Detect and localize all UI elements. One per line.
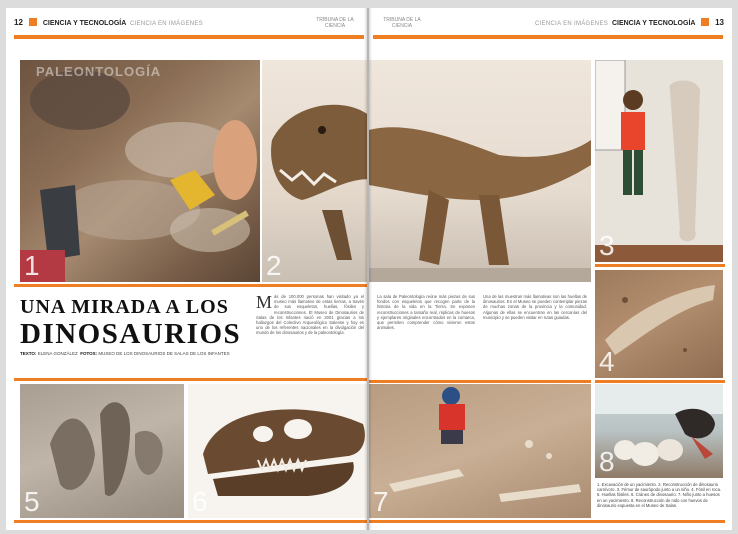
- left-header-bar: [14, 35, 364, 39]
- photo-number-1: 1: [24, 250, 40, 281]
- article-title-line2: DINOSAURIOS: [20, 318, 242, 350]
- right-mid-bar-small: [595, 264, 725, 267]
- photo-number-2: 2: [266, 250, 282, 281]
- left-lower-bar: [14, 378, 367, 381]
- article-column-2: [377, 294, 475, 374]
- photo-1-excavation: [20, 60, 260, 282]
- photo-5-footprints: [20, 384, 184, 518]
- right-subsection: CIENCIA EN IMÁGENES: [535, 21, 609, 27]
- photo-number-7: 7: [373, 486, 389, 517]
- dinosaur-head-illustration: [262, 60, 367, 282]
- photo-1-watermark: PALEONTOLOGÍA: [36, 64, 162, 79]
- credit-photo-label: FOTOS:: [80, 351, 98, 356]
- credit-text-value: ELENA GONZÁLEZ: [37, 351, 78, 356]
- left-page: [6, 8, 367, 530]
- page-gutter: [364, 8, 372, 530]
- credit-text-label: TEXTO:: [20, 351, 37, 356]
- left-mid-bar: [14, 284, 367, 287]
- dig-site-illustration: [369, 384, 591, 518]
- photo-2-dinosaur-body: [369, 60, 591, 282]
- article-column-3-text: Una de las muestras más llamativas son las huellas de dinosaurios. En el Museo se pueden contemplar piezas de muchas zonas de la provincia y la comunidad. Algunas de ellas se encuentran en las cercanías del municipio y se pueden visitar en rutas guiadas.: [483, 294, 587, 320]
- article-column-1: [256, 294, 364, 374]
- right-header-bar: [373, 35, 723, 39]
- right-section: CIENCIA Y TECNOLOGÍA: [611, 20, 696, 27]
- photo-7-boy-dig: [369, 384, 591, 518]
- dinosaur-body-illustration: [369, 60, 591, 282]
- photo-number-6: 6: [192, 486, 208, 517]
- photo-number-3: 3: [599, 230, 615, 261]
- article-column-3: [483, 294, 587, 374]
- right-lower-bar: [369, 380, 591, 383]
- left-subsection: CIENCIA EN IMÁGENES: [129, 21, 203, 27]
- left-section: CIENCIA Y TECNOLOGÍA: [42, 20, 127, 27]
- orange-square-icon: [701, 18, 709, 26]
- article-title-line1: UNA MIRADA A LOS: [20, 296, 229, 318]
- photo-caption: 1. Excavación de un yacimiento. 2. Reconstrucción de dinosaurio carnívoro. 3. Fémur de saurópodo junto a un niño. 4. Fósil en roca. 5. Huellas fósiles. 6. Cráneo de dinosaurio. 7. Niño junto a huesos en un yacimiento. 8. Reconstrucción de nido con huevos de dinosaurio expuesta en el Museo de Salas.: [597, 482, 722, 508]
- skull-illustration: [188, 384, 367, 518]
- photo-3-boy-femur: [595, 60, 723, 262]
- photo-number-8: 8: [599, 446, 615, 477]
- credit-photo-value: MUSEO DE LOS DINOSAURIOS DE SALAS DE LOS INFANTES: [98, 351, 230, 356]
- left-page-number: 12: [14, 18, 23, 27]
- right-lower-bar-small: [595, 380, 725, 383]
- left-top-label: TRIBUNA DE LA CIENCIA: [316, 17, 354, 29]
- photo-4-fossil-rock: [595, 270, 723, 378]
- article-column-2-text: La sala de Paleontología reúne más piezas de sus fondos con esqueletos que recogen parte de la historia de la vida en la Tierra. Se exponen reconstrucciones a tamaño real, réplicas de huesos y ejemplares originales encontrados en la comarca, que permiten comprender cómo vivieron estos animales.: [377, 294, 475, 331]
- photo-6-skull: [188, 384, 367, 518]
- left-bottom-bar: [14, 520, 367, 523]
- right-top-label: TRIBUNA DE LA CIENCIA: [383, 17, 421, 29]
- left-header: [14, 18, 203, 27]
- photo-8-nest: [595, 384, 723, 478]
- right-bottom-bar: [369, 520, 725, 523]
- right-page-number: 13: [715, 18, 724, 27]
- right-page: [369, 8, 732, 530]
- photo-number-5: 5: [24, 486, 40, 517]
- article-credits: [20, 351, 230, 356]
- footprints-illustration: [20, 384, 184, 518]
- drop-cap: M: [256, 294, 273, 312]
- excavation-illustration: [20, 60, 260, 282]
- photo-2-dinosaur: [262, 60, 367, 282]
- photo-number-4: 4: [599, 346, 615, 377]
- article-column-1-text: ás de 100.000 personas han visitado ya el museo más llamativo de estas tierras, a través de sus esqueletos, huellas, fósiles y reconstrucciones. El Museo de Dinosaurios de Salas de los Infantes nació en 2001 gracias a los hallazgos del Colectivo Arqueológico Salense y hoy es uno de los referentes nacionales en la divulgación del mundo de los dinosaurios y de la paleontología.: [256, 294, 364, 336]
- right-header: [535, 18, 724, 27]
- orange-square-icon: [29, 18, 37, 26]
